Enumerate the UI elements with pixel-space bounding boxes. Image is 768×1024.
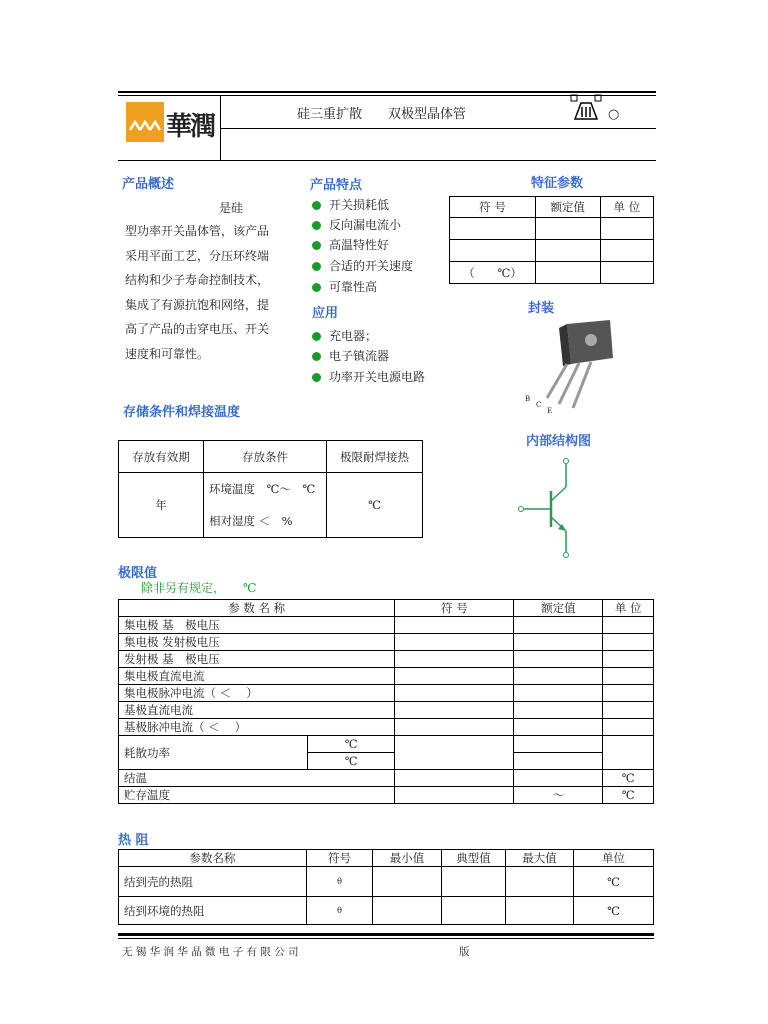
bullet-icon <box>312 373 321 382</box>
limits-table <box>118 599 654 804</box>
table-row: 基极直流电流 <box>119 702 654 719</box>
to247-package-icon <box>525 318 620 418</box>
table-row: 结到壳的热阻 θ ℃ <box>119 867 654 897</box>
overview-line: 是硅 <box>219 201 244 215</box>
header-mid-rule <box>220 128 656 129</box>
bullet-icon <box>312 262 321 271</box>
bullet-icon <box>312 332 321 341</box>
bullet-icon <box>312 283 321 292</box>
table-row <box>119 736 654 753</box>
table-cell: 年 <box>119 473 204 538</box>
internal-heading: 内部结构图 <box>526 434 592 449</box>
table-row: 发射极 基 极电压 <box>119 651 654 668</box>
table-row: 集电极直流电流 <box>119 668 654 685</box>
thermal-heading: 热 阻 <box>118 833 149 848</box>
bullet-icon <box>312 241 321 250</box>
table-row: 集电极脉冲电流（ ＜ ） <box>119 685 654 702</box>
feature-item: 合适的开关速度 <box>312 257 413 274</box>
application-item: 充电器； <box>312 327 377 344</box>
feature-item: 反向漏电流小 <box>312 216 401 233</box>
power-condition: ℃ <box>308 736 395 753</box>
features-heading: 产品特点 <box>310 178 363 193</box>
npn-transistor-symbol-icon <box>515 457 575 559</box>
application-item: 电子镇流器 <box>312 347 389 364</box>
bullet-icon <box>312 352 321 361</box>
pin-label: C <box>536 401 542 409</box>
overview-line: 高了产品的击穿电压、开关 <box>125 322 270 336</box>
overview-paragraph <box>125 219 275 366</box>
table-header: 存放条件 <box>204 441 327 473</box>
header-divider <box>220 95 221 160</box>
table-header: 符 号 <box>450 197 536 218</box>
table-cell: ℃ <box>327 473 423 538</box>
table-header: 存放有效期 <box>119 441 204 473</box>
feature-item: 高温特性好 <box>312 236 389 253</box>
bullet-icon <box>312 201 321 210</box>
applications-heading: 应用 <box>312 306 339 321</box>
table-header: 单 位 <box>600 197 653 218</box>
storage-conditions <box>204 473 327 538</box>
thermal-table <box>118 849 654 925</box>
overview-line: 结构和少子寿命控制技术， <box>125 273 270 287</box>
feature-item: 可靠性高 <box>312 278 377 295</box>
footer-rule-2 <box>118 938 654 939</box>
table-header: 单位 <box>574 850 654 867</box>
table-row: 集电极 发射极电压 <box>119 634 654 651</box>
footer-version: 版 <box>459 946 470 958</box>
table-header: 参数名称 <box>119 850 307 867</box>
storage-humidity: 相对湿度 ＜ % <box>209 514 293 528</box>
limits-note: 除非另有规定， ℃ <box>141 581 257 595</box>
storage-heading: 存储条件和焊接温度 <box>123 405 241 420</box>
header-bottom-rule <box>118 160 656 161</box>
table-header: 符 号 <box>395 600 514 617</box>
storage-temp-range: 环境温度 ℃～ ℃ <box>209 482 316 496</box>
table-header: 符号 <box>307 850 373 867</box>
overview-line: 型功率开关晶体管，该产品 <box>125 224 270 238</box>
footer-company: 无 锡 华 润 华 晶 微 电 子 有 限 公 司 <box>122 946 299 958</box>
table-row: 贮存温度 ～ ℃ <box>119 787 654 804</box>
company-logo <box>126 102 216 142</box>
overview-line: 速度和可靠性。 <box>125 346 210 361</box>
table-header: 最小值 <box>373 850 442 867</box>
table-row: 结温 ℃ <box>119 770 654 787</box>
logo-text: 華潤 <box>166 112 215 142</box>
pin-label: B <box>525 395 531 403</box>
storage-table <box>118 440 423 538</box>
table-header: 极限耐焊接热 <box>327 441 423 473</box>
char-params-table <box>449 196 654 284</box>
table-header: 最大值 <box>506 850 574 867</box>
footer-rule <box>118 933 654 936</box>
bullet-icon <box>312 221 321 230</box>
table-header: 单 位 <box>603 600 654 617</box>
table-row: 结到环境的热阻 θ ℃ <box>119 897 654 925</box>
power-condition: ℃ <box>308 753 395 770</box>
table-header: 参 数 名 称 <box>119 600 395 617</box>
table-row: 集电极 基 极电压 <box>119 617 654 634</box>
certification-mark-icon <box>567 93 607 123</box>
power-label: 耗散功率 <box>119 736 308 770</box>
overview-heading: 产品概述 <box>122 177 175 192</box>
char-params-heading: 特征参数 <box>531 176 584 191</box>
table-row: 基极脉冲电流（ ＜ ） <box>119 719 654 736</box>
overview-line: 集成了有源抗饱和网络，提 <box>125 297 270 312</box>
feature-item: 开关损耗低 <box>312 196 389 213</box>
logo-mark <box>126 102 164 142</box>
package-heading: 封装 <box>528 301 555 316</box>
application-item: 功率开关电源电路 <box>312 368 425 385</box>
table-header: 典型值 <box>442 850 506 867</box>
table-header: 额定值 <box>514 600 603 617</box>
pin-label: E <box>547 407 553 415</box>
document-title: 硅三重扩散 双极型晶体管 <box>297 107 467 122</box>
mark-circle: ○ <box>608 107 620 122</box>
overview-line: 采用平面工艺，分压环终端 <box>125 248 270 263</box>
table-cell: （ ℃） <box>450 262 536 284</box>
limits-heading: 极限值 <box>118 566 158 581</box>
table-header: 额定值 <box>536 197 601 218</box>
